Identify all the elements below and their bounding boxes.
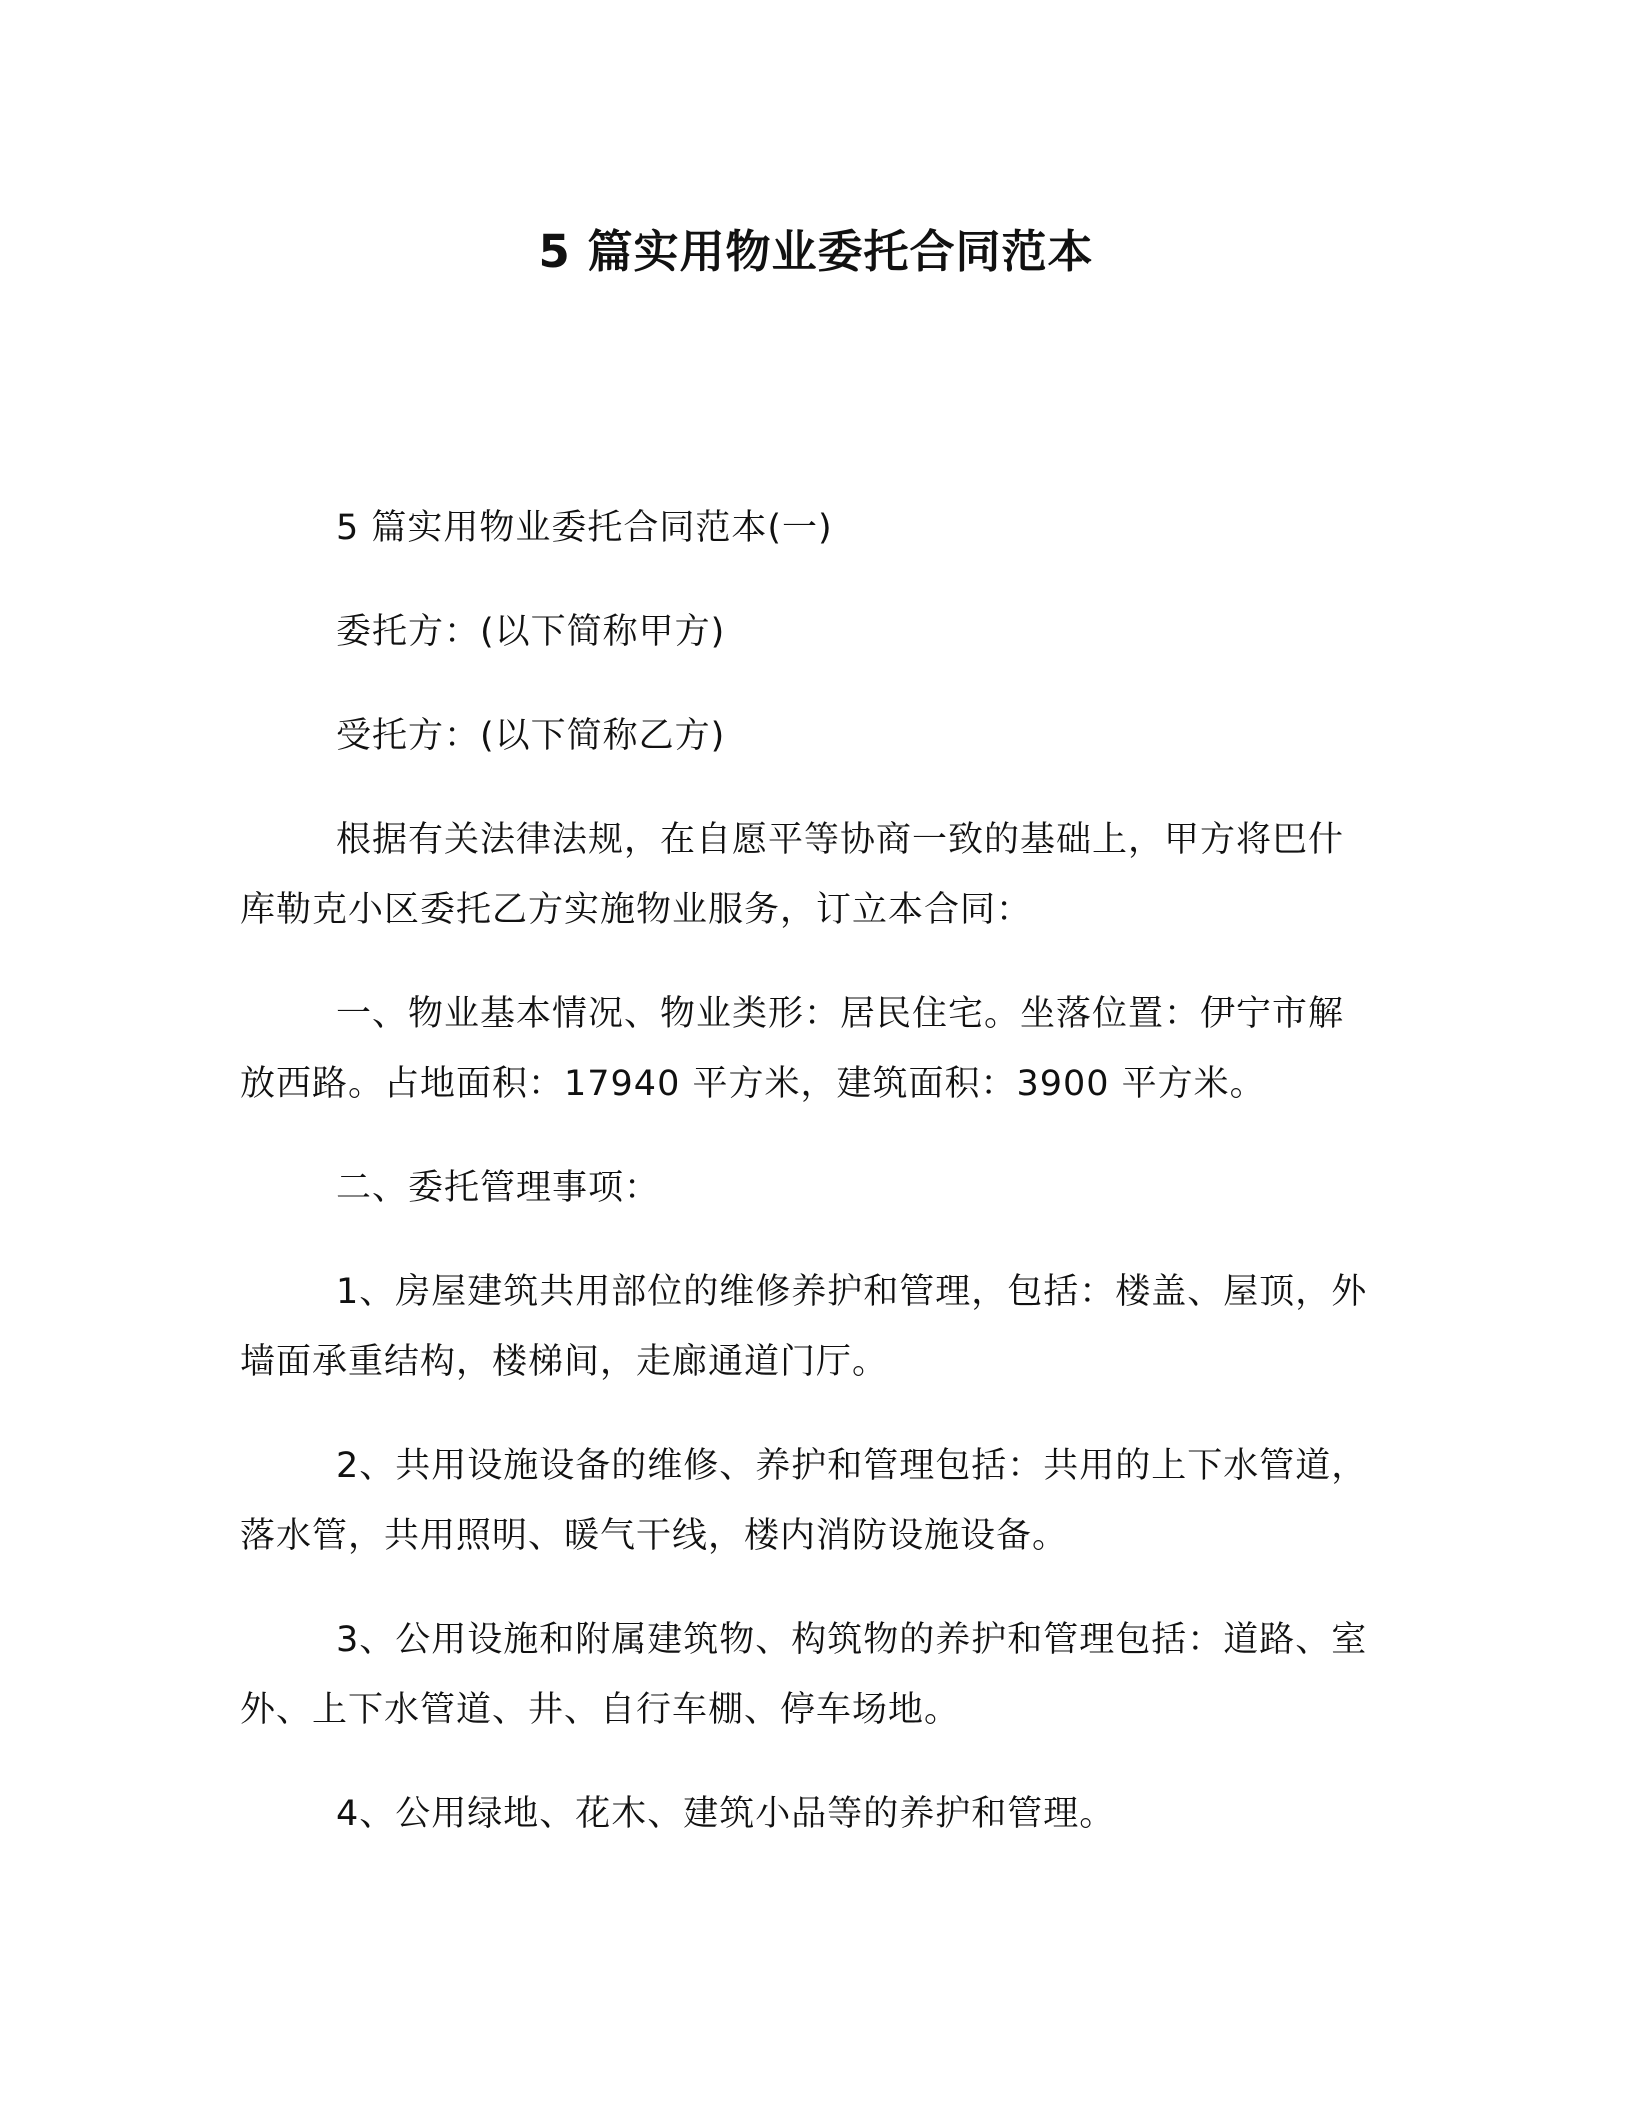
item-1-paragraph: 1、房屋建筑共用部位的维修养护和管理，包括：楼盖、屋顶，外墙面承重结构，楼梯间，走廊通道门厅。 xyxy=(240,1272,1368,1382)
item-2-paragraph: 2、共用设施设备的维修、养护和管理包括：共用的上下水管道，落水管，共用照明、暖气干线，楼内消防设施设备。 xyxy=(240,1446,1368,1556)
party-a-line: 委托方：(以下简称甲方) xyxy=(336,612,726,652)
section-1-property-info: 一、物业基本情况、物业类形：居民住宅。坐落位置：伊宁市解放西路。占地面积：17940 平方米，建筑面积：3900 平方米。 xyxy=(240,994,1345,1104)
document-body xyxy=(240,493,1375,1849)
preamble-paragraph: 根据有关法律法规，在自愿平等协商一致的基础上，甲方将巴什库勒克小区委托乙方实施物业服务，订立本合同： xyxy=(240,820,1345,930)
party-b-line: 受托方：(以下简称乙方) xyxy=(336,716,726,756)
item-4-paragraph: 4、公用绿地、花木、建筑小品等的养护和管理。 xyxy=(336,1794,1116,1834)
section-2-heading: 二、委托管理事项： xyxy=(336,1168,661,1208)
item-3-paragraph: 3、公用设施和附属建筑物、构筑物的养护和管理包括：道路、室外、上下水管道、井、自行车棚、停车场地。 xyxy=(240,1620,1368,1730)
document-title: 5 篇实用物业委托合同范本 xyxy=(538,225,1094,278)
contract-heading: 5 篇实用物业委托合同范本(一) xyxy=(336,508,833,548)
